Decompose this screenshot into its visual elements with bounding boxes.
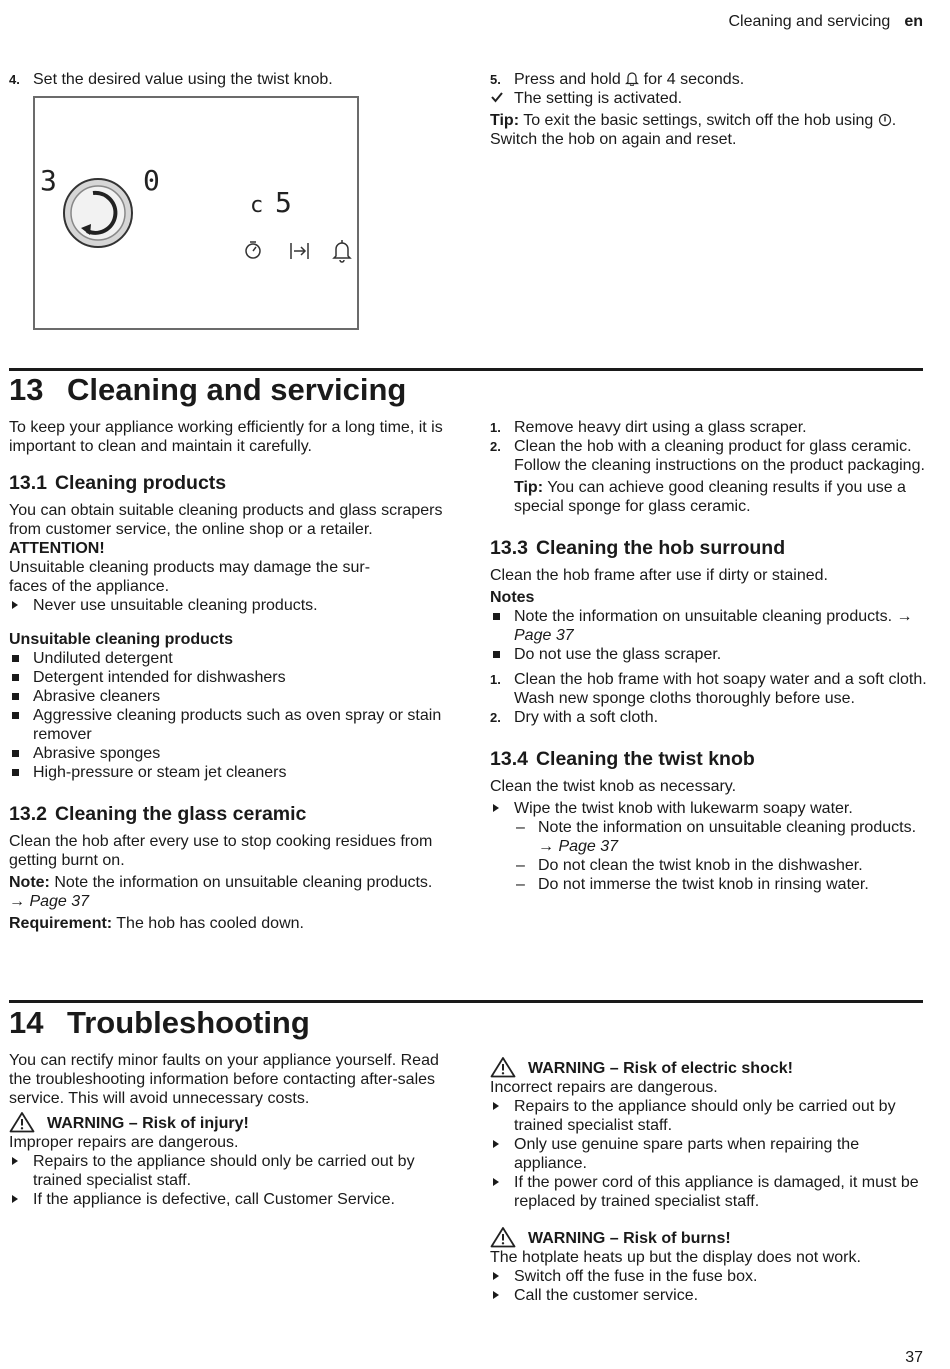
step-text: Dry with a soft cloth. — [514, 709, 659, 726]
list-item — [490, 645, 930, 664]
warning-text: The hotplate heats up but the display does not work. — [490, 1249, 861, 1266]
list-item-text: Note the information on unsuitable cleaning products. — [514, 608, 893, 625]
list-item — [9, 706, 444, 744]
step-text: Clean the hob frame with hot soapy water and a soft cloth. — [514, 671, 927, 688]
section-title: Troubleshooting — [67, 1005, 310, 1040]
warning-title-text: WARNING – Risk of electric shock! — [528, 1060, 793, 1077]
tip — [490, 111, 930, 149]
page-reference-link[interactable]: Page 37 — [558, 838, 619, 855]
action-item — [490, 1135, 930, 1173]
triangle-bullet-icon — [493, 804, 499, 812]
attention-text-line: Unsuitable cleaning products may damage the sur- — [9, 559, 371, 576]
note-label: Note: — [9, 874, 50, 891]
list-item-text: Aggressive cleaning products such as oven spray or stain remover — [33, 707, 442, 743]
paragraph: Clean the twist knob as necessary. — [490, 778, 737, 795]
action-text: If the appliance is defective, call Customer Service. — [33, 1191, 395, 1208]
section-divider — [9, 368, 923, 371]
triangle-bullet-icon — [493, 1140, 499, 1148]
tip-text-b: . Switch the hob on again and reset. — [490, 112, 897, 148]
square-bullet-icon — [12, 712, 19, 719]
step-number: 4. — [9, 72, 20, 87]
step-number: 2. — [490, 439, 501, 454]
arrow-right-icon: → — [896, 608, 913, 625]
sub-item-text: Do not clean the twist knob in the dishwasher. — [538, 857, 863, 874]
subsection-number: 13.1 — [9, 472, 47, 494]
warning-title-text: WARNING – Risk of burns! — [528, 1230, 731, 1247]
display-right-digit: 0 — [143, 164, 160, 197]
page-reference-link[interactable]: Page 37 — [29, 893, 90, 910]
steps-top-right — [490, 70, 930, 149]
page-reference-link[interactable]: Page 37 — [514, 627, 574, 644]
action-item — [9, 1152, 444, 1190]
step-number: 2. — [490, 710, 501, 725]
subsection-title: Cleaning the twist knob — [535, 748, 755, 770]
step-text: Set the desired value using the twist knob. — [33, 71, 333, 88]
arrow-right-icon: → — [538, 838, 554, 855]
section-13-heading — [9, 372, 406, 408]
list-item-text: Abrasive cleaners — [33, 688, 161, 705]
tip-label: Tip: — [490, 112, 520, 129]
requirement-label: Requirement: — [9, 915, 113, 932]
section-title: Cleaning and servicing — [67, 372, 407, 407]
subsection-title: Cleaning products — [54, 472, 227, 494]
action-text: If the power cord of this appliance is damaged, it must be replaced by trained specialist staff. — [514, 1174, 919, 1210]
paragraph: Clean the hob after every use to stop cooking residues from getting burnt on. — [9, 833, 433, 869]
twist-knob-icon — [64, 179, 132, 247]
square-bullet-icon — [493, 613, 500, 620]
triangle-bullet-icon — [12, 1157, 18, 1165]
note — [9, 873, 444, 911]
list-item-text: Undiluted detergent — [33, 650, 173, 667]
action-text: Never use unsuitable cleaning products. — [33, 597, 318, 614]
list-item — [490, 607, 930, 645]
header-language: en — [904, 13, 923, 30]
display-code-b: 5 — [275, 186, 292, 219]
list-item — [9, 668, 444, 687]
section-intro: To keep your appliance working efficiently for a long time, it is important to clean and maintain it carefully. — [9, 419, 443, 455]
section-divider — [9, 1000, 923, 1003]
subsection-13-4-heading — [490, 747, 930, 771]
sub-item-text: Note the information on unsuitable cleaning products. — [538, 819, 917, 836]
triangle-bullet-icon — [12, 1195, 18, 1203]
action-item — [490, 1267, 930, 1286]
subsection-number: 13.3 — [490, 537, 528, 559]
attention-text-line: faces of the appliance. — [9, 578, 170, 595]
action-text: Repairs to the appliance should only be carried out by trained specialist staff. — [514, 1098, 896, 1134]
timer-icon — [246, 242, 260, 258]
warning-title — [490, 1229, 930, 1248]
action-item — [9, 1190, 444, 1209]
display-code-a: c — [250, 193, 264, 218]
subsection-13-2-heading — [9, 802, 444, 826]
section-number: 14 — [9, 1005, 44, 1040]
step-1 — [490, 418, 930, 437]
list-item — [9, 687, 444, 706]
section-14-heading — [9, 1005, 310, 1041]
dash-bullet-icon: – — [516, 876, 525, 893]
page-number: 37 — [905, 1349, 923, 1366]
bell-icon — [625, 71, 639, 86]
square-bullet-icon — [12, 674, 19, 681]
warning-text: Improper repairs are dangerous. — [9, 1134, 239, 1151]
dash-bullet-icon: – — [516, 819, 525, 836]
list-item-text: Abrasive sponges — [33, 745, 161, 762]
action-text: Repairs to the appliance should only be carried out by trained specialist staff. — [33, 1153, 415, 1189]
running-header — [728, 12, 923, 31]
step-number: 1. — [490, 420, 501, 435]
square-bullet-icon — [12, 693, 19, 700]
warning-title-text: WARNING – Risk of injury! — [47, 1115, 249, 1132]
header-section: Cleaning and servicing — [728, 13, 891, 30]
triangle-bullet-icon — [493, 1102, 499, 1110]
sub-item — [490, 875, 930, 894]
control-panel-illustration — [35, 98, 357, 328]
step-text: Remove heavy dirt using a glass scraper. — [514, 419, 807, 436]
result-text: The setting is activated. — [514, 90, 683, 107]
requirement — [9, 914, 444, 933]
step-2 — [490, 708, 930, 727]
warning-triangle-icon — [9, 1111, 35, 1133]
triangle-bullet-icon — [493, 1178, 499, 1186]
tip-text-a: To exit the basic settings, switch off the hob using — [523, 112, 874, 129]
section-14-right-column — [490, 1059, 930, 1305]
tip-label: Tip: — [514, 479, 544, 496]
step-subtext: Follow the cleaning instructions on the product packaging. — [514, 457, 925, 474]
subsection-title: Cleaning the glass ceramic — [54, 803, 307, 825]
checkmark-icon — [491, 91, 503, 103]
list-item-text: High-pressure or steam jet cleaners — [33, 764, 287, 781]
skip-to-end-icon — [291, 243, 308, 259]
warning-triangle-icon — [490, 1056, 516, 1078]
section-number: 13 — [9, 372, 44, 407]
sub-item — [490, 818, 930, 856]
subsection-title: Cleaning the hob surround — [535, 537, 786, 559]
action-item — [490, 1097, 930, 1135]
paragraph: Clean the hob frame after use if dirty or stained. — [490, 567, 828, 584]
list-item — [9, 763, 444, 782]
control-panel-figure — [33, 96, 359, 330]
step-number: 5. — [490, 72, 501, 87]
list-item — [9, 744, 444, 763]
display-left-digit: 3 — [40, 164, 57, 197]
warning-triangle-icon — [490, 1226, 516, 1248]
subsection-number: 13.4 — [490, 748, 528, 770]
triangle-bullet-icon — [493, 1272, 499, 1280]
square-bullet-icon — [12, 750, 19, 757]
paragraph: You can obtain suitable cleaning products and glass scrapers from customer service, the online shop or a retailer. — [9, 502, 443, 538]
warning-text: Incorrect repairs are dangerous. — [490, 1079, 718, 1096]
tip-text: You can achieve good cleaning results if you use a special sponge for glass ceramic. — [514, 479, 906, 515]
square-bullet-icon — [493, 651, 500, 658]
action-text: Call the customer service. — [514, 1287, 699, 1304]
action-item — [490, 1173, 930, 1211]
list-title: Unsuitable cleaning products — [9, 631, 234, 648]
section-14-left-column — [9, 1051, 444, 1209]
tip — [490, 478, 930, 516]
step-2 — [490, 437, 930, 456]
bell-icon — [334, 240, 350, 262]
section-intro: You can rectify minor faults on your appliance yourself. Read the troubleshooting information before contacting after-sales service. This will avoid unnecessary costs. — [9, 1052, 439, 1107]
power-icon — [878, 113, 892, 127]
action-text: Wipe the twist knob with lukewarm soapy water. — [514, 800, 853, 817]
list-item — [9, 649, 444, 668]
subsection-13-3-heading — [490, 536, 930, 560]
step-text-a: Press and hold — [514, 71, 621, 88]
result-line — [490, 89, 930, 108]
dash-bullet-icon: – — [516, 857, 525, 874]
warning-title — [9, 1114, 444, 1133]
subsection-number: 13.2 — [9, 803, 47, 825]
subsection-13-1-heading — [9, 471, 444, 495]
step-1 — [490, 670, 930, 689]
step-text-b: for 4 seconds. — [643, 71, 745, 88]
action-item — [490, 1286, 930, 1305]
section-13-right-column — [490, 418, 930, 894]
list-item-text: Do not use the glass scraper. — [514, 646, 722, 663]
notes-label: Notes — [490, 589, 535, 606]
triangle-bullet-icon — [12, 601, 18, 609]
square-bullet-icon — [12, 769, 19, 776]
sub-item-text: Do not immerse the twist knob in rinsing water. — [538, 876, 869, 893]
step-number: 1. — [490, 672, 501, 687]
step-4 — [9, 70, 444, 89]
arrow-right-icon: → — [9, 893, 25, 910]
square-bullet-icon — [12, 655, 19, 662]
section-13-left-column — [9, 418, 444, 933]
triangle-bullet-icon — [493, 1291, 499, 1299]
attention-label: ATTENTION! — [9, 540, 105, 557]
warning-title — [490, 1059, 930, 1078]
note-text: Note the information on unsuitable cleaning products. — [54, 874, 433, 891]
action-text: Only use genuine spare parts when repairing the appliance. — [514, 1136, 860, 1172]
step-subtext: Wash new sponge cloths thoroughly before use. — [514, 690, 855, 707]
list-item-text: Detergent intended for dishwashers — [33, 669, 286, 686]
step-text: Clean the hob with a cleaning product for glass ceramic. — [514, 438, 912, 455]
action-item — [9, 596, 444, 615]
step-5 — [490, 70, 930, 89]
requirement-text: The hob has cooled down. — [116, 915, 304, 932]
sub-item — [490, 856, 930, 875]
action-text: Switch off the fuse in the fuse box. — [514, 1268, 758, 1285]
action-item — [490, 799, 930, 818]
